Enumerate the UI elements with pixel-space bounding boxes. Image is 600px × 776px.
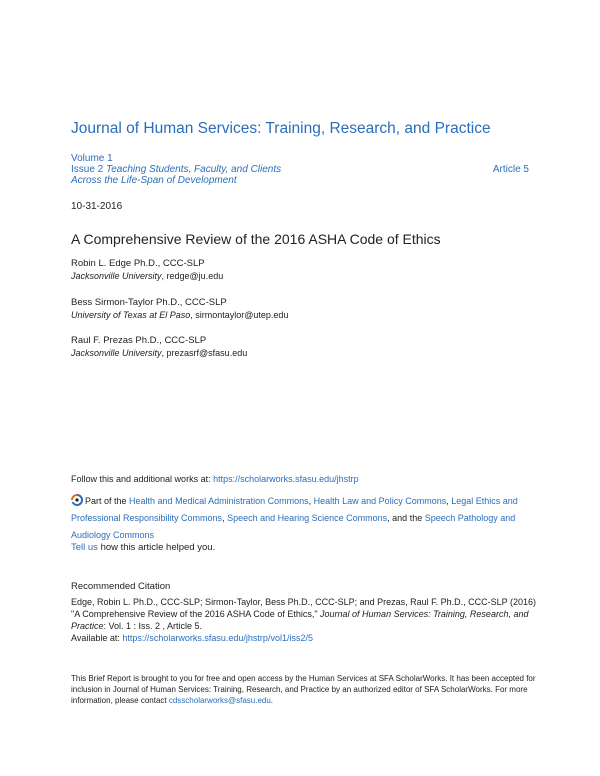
part-of-block xyxy=(71,493,541,544)
citation-url-link[interactable]: https://scholarworks.sfasu.edu/jhstrp/vol1/iss2/5 xyxy=(122,633,313,643)
author-affiliation: University of Texas at El Paso xyxy=(71,310,191,320)
follow-link[interactable]: https://scholarworks.sfasu.edu/jhstrp xyxy=(213,474,359,484)
footer-text: This Brief Report is brought to you for free and open access by the Human Services at SFA ScholarWorks. It has been accepted for inclusion in Journal of Human Services: Training, Research, and Practice by an authorized editor of SFA ScholarWorks. For more information, please contact xyxy=(71,674,536,705)
commons-link-legal-ethics[interactable]: Legal Ethics and Professional Responsibility Commons xyxy=(71,496,518,523)
author-affiliation: Jacksonville University xyxy=(71,271,162,281)
network-commons-icon xyxy=(71,494,83,506)
citation-volume: : Vol. 1 : Iss. 2 , Article 5. xyxy=(103,621,203,631)
citation-text: Edge, Robin L. Ph.D., CCC-SLP; Sirmon-Taylor, Bess Ph.D., CCC-SLP; and Prezas, Raul F. Ph.D., CCC-SLP (2016) "A Comprehensive Review of the 2016 ASHA Code of Ethics," xyxy=(71,597,537,619)
issue-info xyxy=(71,153,281,186)
paper-title: A Comprehensive Review of the 2016 ASHA Code of Ethics xyxy=(71,231,441,247)
contact-email-link[interactable]: cdsscholarworks@sfasu.edu xyxy=(168,696,271,705)
issue-title-line1: Teaching Students, Faculty, and Clients xyxy=(106,164,282,175)
author-email: , prezasrf@sfasu.edu xyxy=(161,348,248,358)
commons-link-health-medical[interactable]: Health and Medical Administration Commons xyxy=(129,496,309,506)
citation-body xyxy=(71,596,541,644)
article-link[interactable]: Article 5 xyxy=(492,164,529,175)
footer-end: . xyxy=(270,696,274,705)
part-of-prefix: Part of the xyxy=(85,496,130,506)
issue-number: Issue 2 xyxy=(71,164,104,175)
commons-link-speech-hearing[interactable]: Speech and Hearing Science Commons xyxy=(227,513,388,523)
issue-link[interactable] xyxy=(71,164,281,175)
tell-us-link[interactable]: Tell us xyxy=(71,542,98,553)
author-block xyxy=(71,334,247,360)
commons-link-health-law[interactable]: Health Law and Policy Commons xyxy=(313,496,447,506)
citation-journal: Journal of Human Services: Training, Research, and Practice xyxy=(71,609,529,631)
footer-notice xyxy=(71,673,541,706)
author-name: Raul F. Prezas Ph.D., CCC-SLP xyxy=(71,335,207,346)
author-email: , redge@ju.edu xyxy=(161,271,224,281)
volume-link[interactable]: Volume 1 xyxy=(71,153,113,164)
follow-line xyxy=(71,474,359,484)
tell-us-line xyxy=(71,542,215,553)
separator: , xyxy=(308,496,314,506)
citation-available-prefix: Available at: xyxy=(71,633,123,643)
tell-us-text: how this article helped you. xyxy=(97,542,216,553)
author-name: Robin L. Edge Ph.D., CCC-SLP xyxy=(71,258,205,269)
citation-heading: Recommended Citation xyxy=(71,581,171,592)
journal-title[interactable]: Journal of Human Services: Training, Research, and Practice xyxy=(71,120,491,137)
author-email: , sirmontaylor@utep.edu xyxy=(190,310,289,320)
author-name: Bess Sirmon-Taylor Ph.D., CCC-SLP xyxy=(71,297,227,308)
separator: , xyxy=(222,513,228,523)
author-block xyxy=(71,257,223,283)
follow-text: Follow this and additional works at: xyxy=(71,474,214,484)
separator: , and the xyxy=(387,513,425,523)
author-affiliation: Jacksonville University xyxy=(71,348,162,358)
author-block xyxy=(71,296,288,322)
publication-date: 10-31-2016 xyxy=(71,201,123,212)
commons-link-speech-pathology[interactable]: Speech Pathology and Audiology Commons xyxy=(71,513,516,540)
issue-title-line2[interactable]: Across the Life-Span of Development xyxy=(71,175,237,186)
separator: , xyxy=(446,496,452,506)
